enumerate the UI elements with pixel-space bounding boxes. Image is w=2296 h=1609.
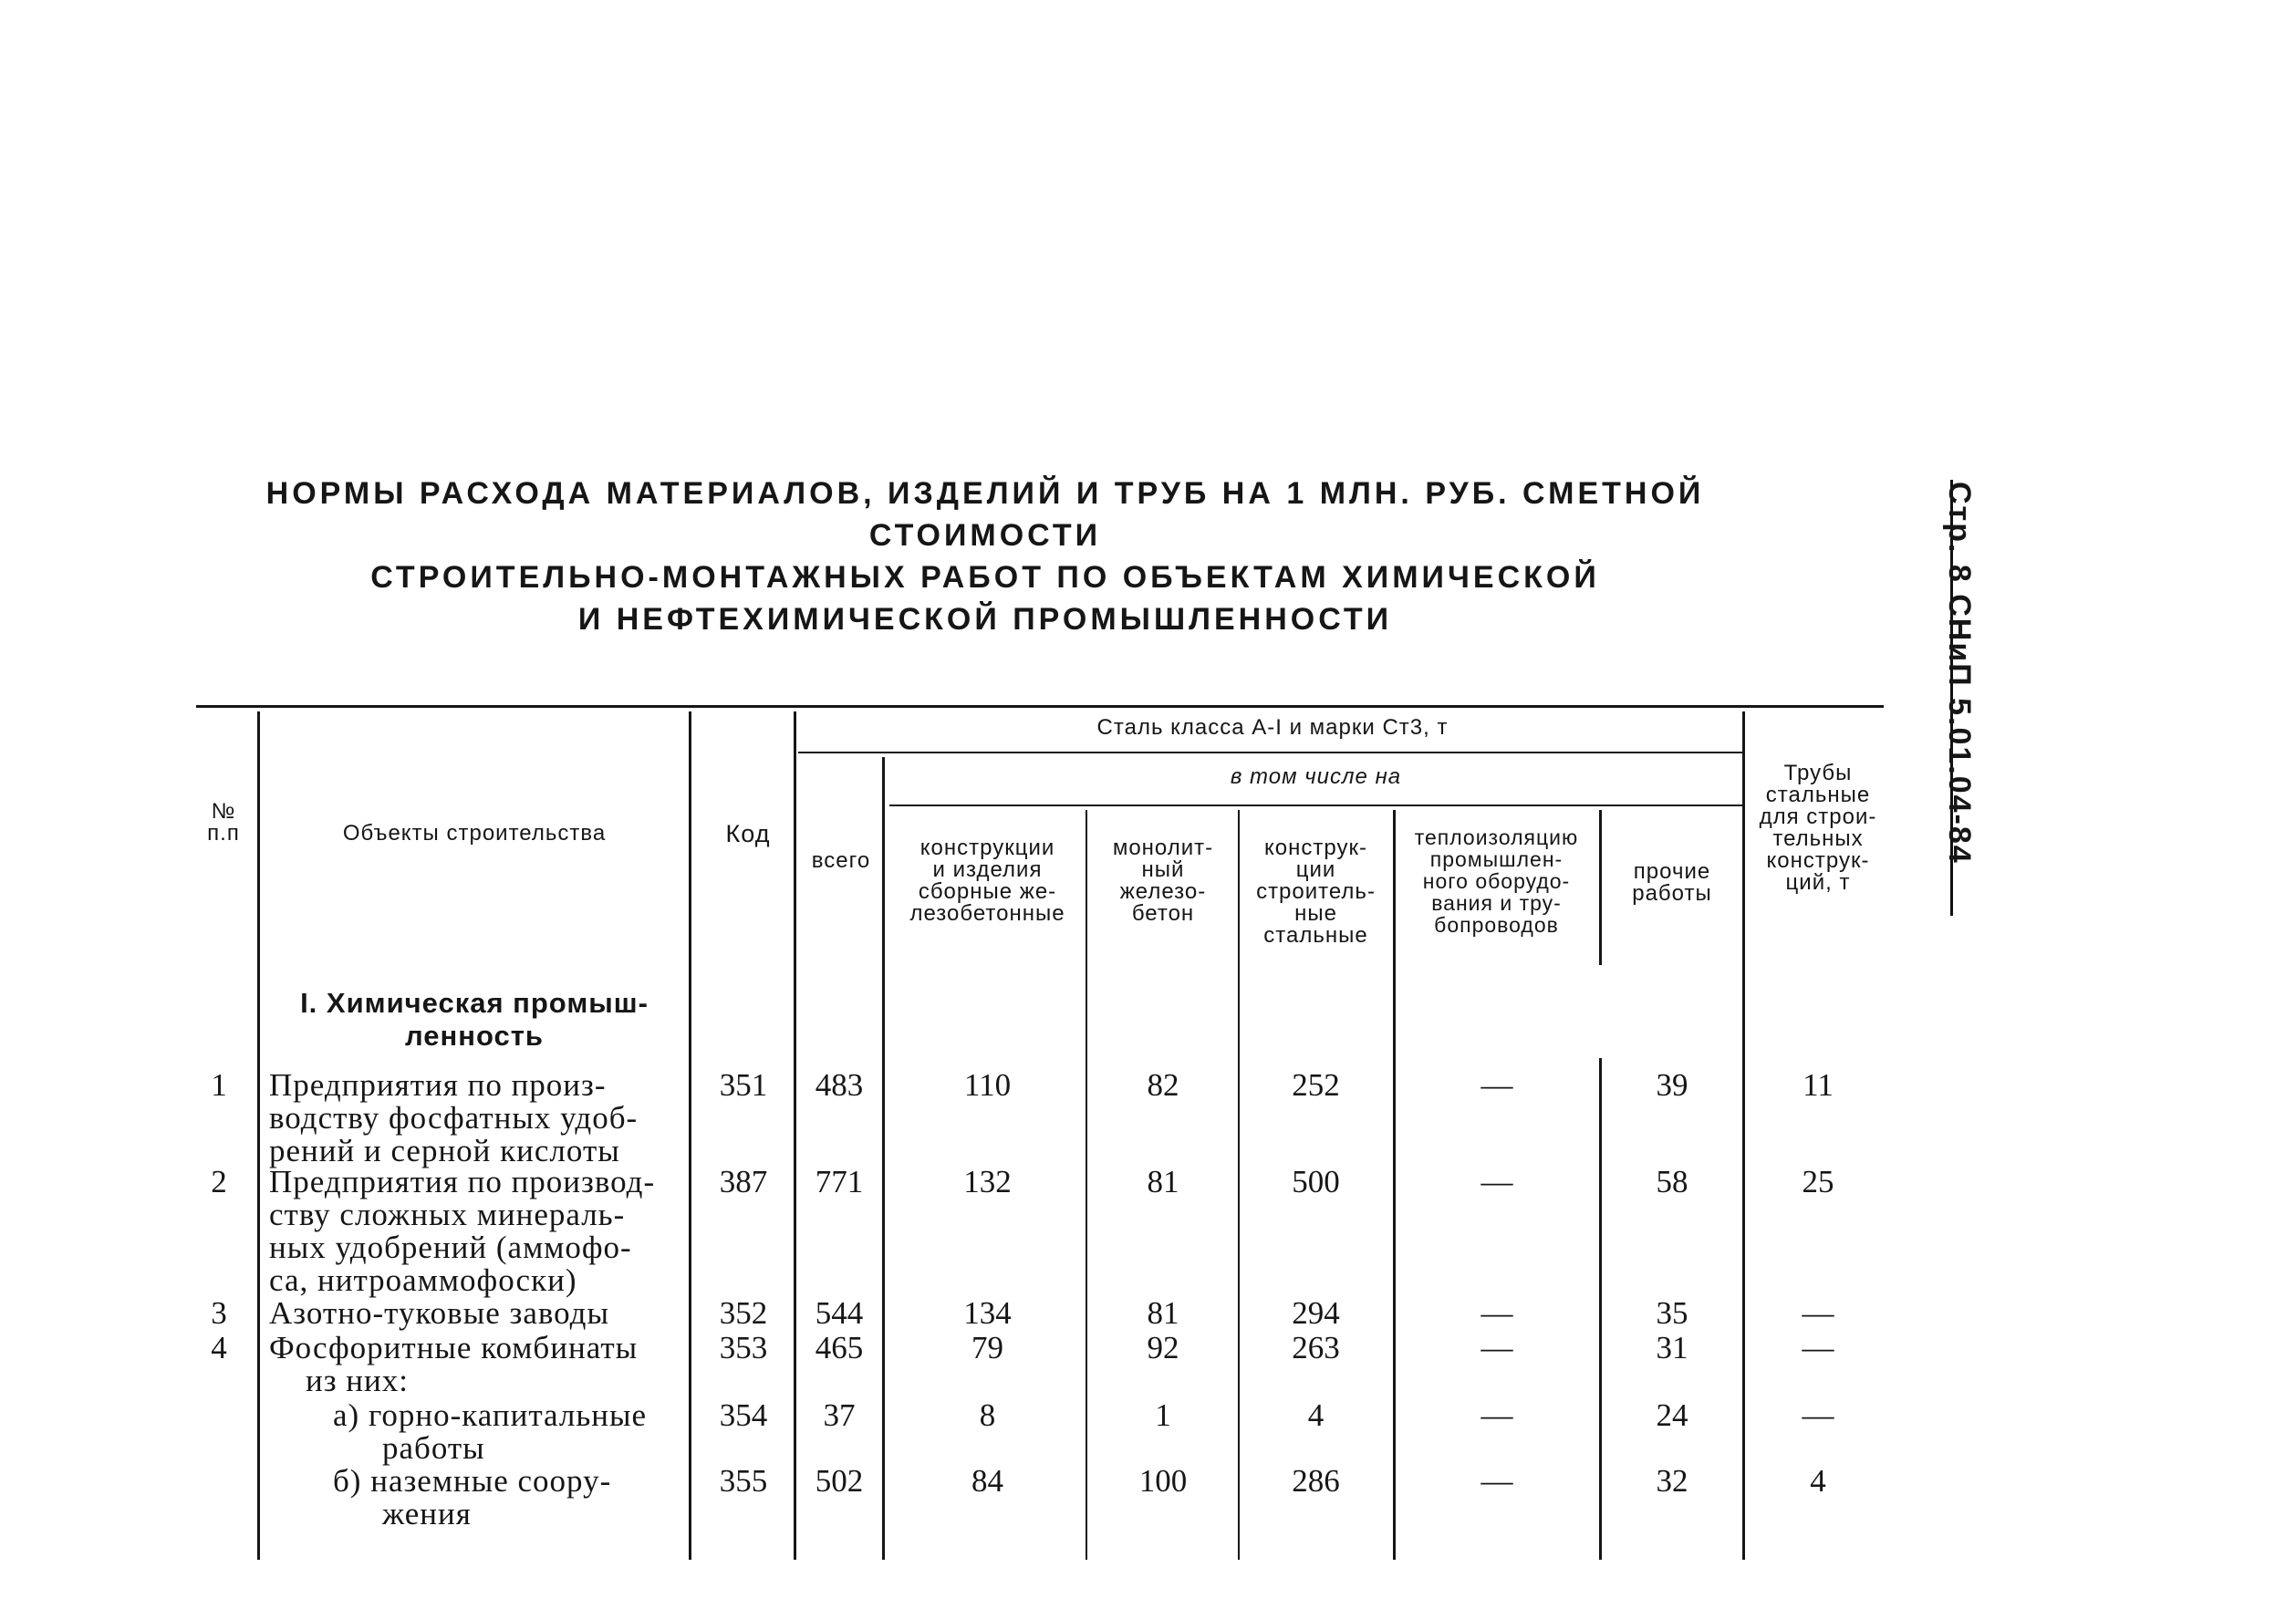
header-steel-group: Сталь класса А-I и марки Ст3, т — [1096, 715, 1449, 740]
cell-c5: 58 — [1656, 1164, 1688, 1199]
object-name — [333, 1399, 678, 1465]
header-incl-group: в том числе на — [1230, 764, 1402, 789]
title-line-2: СТРОИТЕЛЬНО-МОНТАЖНЫХ РАБОТ ПО ОБЪЕКТАМ ХИМИЧЕСКОЙ — [370, 560, 1600, 595]
object-name-line: а) горно-капитальные — [333, 1397, 648, 1433]
header-line: промышлен- — [1429, 847, 1564, 871]
cell-pipes: — — [1802, 1295, 1834, 1331]
object-name-line: Предприятия по произ- — [269, 1067, 607, 1103]
object-name-line: са, нитроаммофоски) — [269, 1262, 577, 1298]
header-line: и изделия — [932, 857, 1043, 882]
header-code: Код — [725, 820, 771, 847]
cell-total: 502 — [815, 1463, 864, 1499]
header-line: конструк- — [1264, 836, 1367, 860]
cell-c4: — — [1480, 1295, 1513, 1331]
cell-c2: 82 — [1147, 1067, 1179, 1103]
cell-c4: — — [1480, 1330, 1513, 1365]
object-name-line: Азотно-туковые заводы — [269, 1295, 609, 1331]
cell-c3: 286 — [1292, 1463, 1340, 1499]
cell-c5: 31 — [1656, 1330, 1688, 1365]
row-number: 3 — [211, 1295, 227, 1331]
cell-c1: 84 — [971, 1463, 1003, 1499]
header-other-works — [1604, 861, 1740, 905]
table-rule — [196, 705, 1884, 708]
table-rule — [1599, 1058, 1602, 1560]
cell-code: 387 — [719, 1164, 768, 1199]
cell-pipes: 25 — [1802, 1164, 1834, 1199]
cell-c1: 8 — [979, 1397, 996, 1433]
header-line: лезобетонные — [909, 901, 1065, 926]
cell-c5: 39 — [1656, 1067, 1688, 1103]
cell-c3: 294 — [1292, 1295, 1340, 1331]
cell-c2: 100 — [1138, 1463, 1188, 1499]
object-name-line: Фосфоритные комбинаты — [269, 1330, 639, 1365]
row-number: 4 — [211, 1330, 227, 1365]
object-name — [269, 1166, 678, 1297]
header-line: вания и тру- — [1431, 891, 1562, 915]
cell-c5: 32 — [1656, 1463, 1688, 1499]
header-line: бопроводов — [1434, 913, 1559, 937]
cell-c2: 81 — [1147, 1164, 1179, 1199]
cell-code: 354 — [719, 1397, 768, 1433]
cell-code: 353 — [719, 1330, 768, 1365]
cell-c3: 500 — [1292, 1164, 1340, 1199]
header-line: стальные — [1263, 923, 1368, 948]
object-name-line: жения — [382, 1496, 472, 1531]
table-rule — [889, 804, 1742, 806]
header-monolithic-concrete — [1090, 837, 1236, 925]
cell-c3: 252 — [1292, 1067, 1340, 1103]
object-name-line: из них: — [306, 1363, 409, 1398]
object-name — [269, 1332, 678, 1365]
table-rule — [1742, 711, 1745, 1560]
header-line: ции — [1295, 857, 1336, 882]
header-line: сборные же- — [918, 879, 1057, 904]
table-rule — [689, 711, 691, 1560]
cell-total: 544 — [815, 1295, 864, 1331]
object-name-line: водству фосфатных удоб- — [269, 1100, 639, 1136]
object-name — [269, 1297, 678, 1330]
header-insulation — [1394, 826, 1599, 936]
header-line: ные — [1294, 901, 1337, 926]
table-rule — [882, 757, 885, 1560]
object-name-line: ству сложных минераль- — [269, 1197, 626, 1232]
cell-total: 465 — [815, 1330, 864, 1365]
object-name — [306, 1365, 678, 1397]
header-line: тельных — [1772, 826, 1864, 851]
header-precast-concrete — [889, 837, 1086, 925]
header-line: конструк- — [1766, 848, 1870, 873]
cell-total: 771 — [815, 1164, 864, 1199]
table-rule — [1599, 810, 1602, 965]
cell-c5: 24 — [1656, 1397, 1688, 1433]
cell-c1: 134 — [963, 1295, 1012, 1331]
table-rule — [798, 752, 1742, 753]
cell-c4: — — [1480, 1463, 1513, 1499]
row-number: 2 — [211, 1164, 227, 1199]
header-line: бетон — [1131, 901, 1195, 926]
table-rule — [1238, 810, 1240, 1560]
object-name-line: Предприятия по производ- — [269, 1164, 656, 1199]
header-line: конструкции — [919, 836, 1055, 860]
cell-c4: — — [1480, 1067, 1513, 1103]
cell-c2: 1 — [1155, 1397, 1171, 1433]
object-name — [333, 1465, 678, 1531]
document-title — [182, 472, 1788, 640]
header-line: ный — [1141, 857, 1185, 882]
header-line: стальные — [1765, 783, 1871, 807]
object-name-line: б) наземные соору- — [333, 1463, 612, 1499]
cell-pipes: — — [1802, 1330, 1834, 1365]
cell-c2: 92 — [1147, 1330, 1179, 1365]
section-title: I. Химическая промыш- ленность — [300, 987, 649, 1052]
title-line-1: НОРМЫ РАСХОДА МАТЕРИАЛОВ, ИЗДЕЛИЙ И ТРУБ НА 1 МЛН. РУБ. СМЕТНОЙ СТОИМОСТИ — [265, 476, 1705, 553]
object-name-line: рений и серной кислоты — [269, 1133, 620, 1168]
header-steel-structures — [1241, 837, 1391, 947]
page-label: Стр. 8 СНиП 5.01.04-84 — [1942, 482, 1977, 865]
object-name — [269, 1069, 678, 1168]
cell-c4: — — [1480, 1164, 1513, 1199]
cell-c1: 110 — [963, 1067, 1012, 1103]
cell-code: 352 — [719, 1295, 768, 1331]
header-line: монолит- — [1112, 836, 1214, 860]
header-line: для строи- — [1759, 804, 1877, 829]
cell-total: 483 — [815, 1067, 864, 1103]
cell-pipes: 4 — [1810, 1463, 1826, 1499]
object-name-line: работы — [382, 1430, 485, 1466]
header-line: железо- — [1119, 879, 1207, 904]
cell-c4: — — [1480, 1397, 1513, 1433]
cell-c3: 4 — [1307, 1397, 1325, 1433]
cell-pipes: 11 — [1803, 1067, 1834, 1103]
header-steel-pipes — [1750, 763, 1886, 894]
header-line: ного оборудо- — [1422, 869, 1571, 893]
title-line-3: И НЕФТЕХИМИЧЕСКОЙ ПРОМЫШЛЕННОСТИ — [577, 602, 1393, 637]
object-name-line: ных удобрений (аммофо- — [269, 1230, 632, 1265]
cell-c1: 79 — [971, 1330, 1003, 1365]
cell-pipes: — — [1802, 1397, 1834, 1433]
header-num: № п.п — [207, 799, 240, 846]
header-line: Трубы — [1783, 761, 1853, 785]
header-line: теплоизоляцию — [1414, 825, 1579, 849]
header-line: строитель- — [1256, 879, 1376, 904]
cell-c3: 263 — [1292, 1330, 1340, 1365]
cell-total: 37 — [823, 1397, 856, 1433]
cell-c5: 35 — [1656, 1295, 1688, 1331]
cell-code: 351 — [719, 1067, 768, 1103]
header-objects: Объекты строительства — [342, 821, 607, 846]
header-line: работы — [1632, 881, 1712, 906]
header-line: прочие — [1633, 859, 1711, 884]
cell-code: 355 — [719, 1463, 768, 1499]
table-rule — [1086, 810, 1087, 1560]
header-total: всего — [811, 848, 871, 873]
row-number: 1 — [211, 1067, 227, 1103]
cell-c2: 81 — [1147, 1295, 1179, 1331]
cell-c1: 132 — [963, 1164, 1012, 1199]
header-line: ций, т — [1785, 870, 1851, 895]
